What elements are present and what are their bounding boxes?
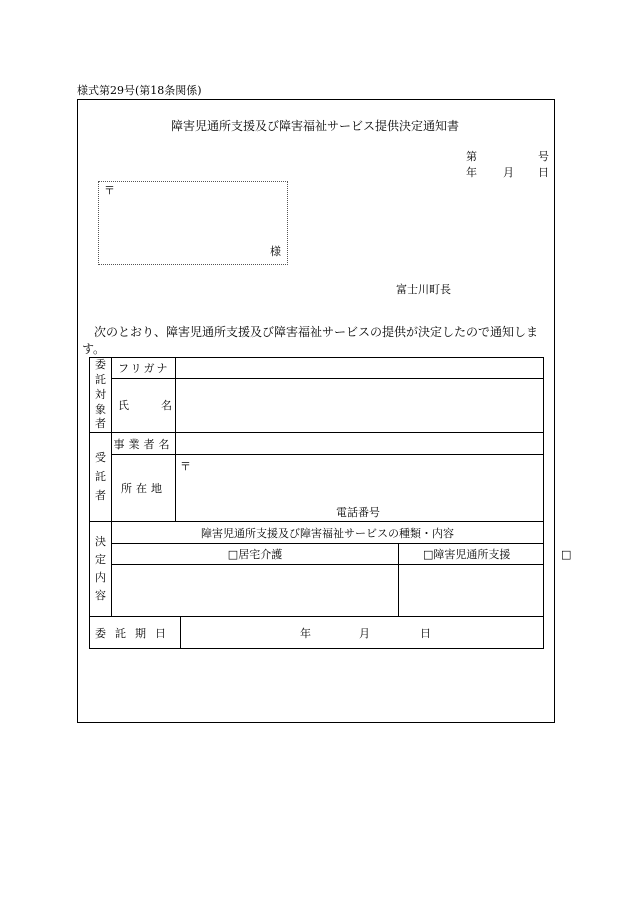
- period-field[interactable]: [181, 617, 544, 649]
- decision-label: 決 定 内 容: [90, 522, 112, 617]
- postal-mark: 〒: [104, 184, 115, 197]
- business-name-label: 事業者名: [112, 433, 176, 455]
- period-year: 年: [300, 627, 311, 641]
- date-day: 日: [538, 166, 549, 179]
- form-number-label: 様式第29号(第18条関係): [77, 84, 202, 97]
- period-day: 日: [420, 627, 431, 641]
- period-label: 委託期日: [90, 617, 181, 649]
- doc-number-dai: 第: [466, 150, 477, 163]
- furigana-field[interactable]: [176, 358, 544, 379]
- phone-label: 電話番号: [336, 506, 380, 520]
- name-label: 氏 名: [112, 378, 176, 433]
- date-month: 月: [503, 166, 514, 179]
- decision-table: 委 託 対 象 者 フリガナ 氏 名 受 託 者 事業者名 所在地 〒 電話番号 決 定 内 容 障害児通所支援及び障害福祉サービスの種類・内容 □居宅介護 □障害児通所支援 □ 委託期日 年 月 日: [89, 357, 544, 649]
- doc-number-go: 号: [538, 150, 549, 163]
- issuer-name: 富士川町長: [396, 283, 451, 296]
- name-field[interactable]: [176, 378, 544, 433]
- location-field[interactable]: [176, 455, 544, 522]
- business-name-field[interactable]: [176, 433, 544, 455]
- contractor-label: 受 託 者: [90, 433, 112, 522]
- body-text-line1: 次のとおり、障害児通所支援及び障害福祉サービスの提供が決定したので通知しま: [94, 325, 539, 339]
- honorific-sama: 様: [270, 245, 281, 258]
- document-title: 障害児通所支援及び障害福祉サービス提供決定通知書: [170, 119, 459, 133]
- period-month: 月: [359, 627, 370, 641]
- date-year: 年: [466, 166, 477, 179]
- furigana-label: フリガナ: [112, 358, 176, 379]
- option-child-day-support[interactable]: □障害児通所支援: [399, 544, 544, 565]
- service-detail-2[interactable]: [399, 565, 544, 617]
- body-text-line2: す。: [82, 342, 106, 356]
- location-postal-mark: 〒: [180, 460, 191, 474]
- option-home-care[interactable]: □居宅介護: [112, 544, 399, 565]
- service-detail-1[interactable]: [112, 565, 399, 617]
- location-label: 所在地: [112, 455, 176, 522]
- service-header: 障害児通所支援及び障害福祉サービスの種類・内容: [112, 522, 544, 544]
- subject-label: 委 託 対 象 者: [90, 358, 112, 433]
- recipient-address-box: [98, 181, 288, 265]
